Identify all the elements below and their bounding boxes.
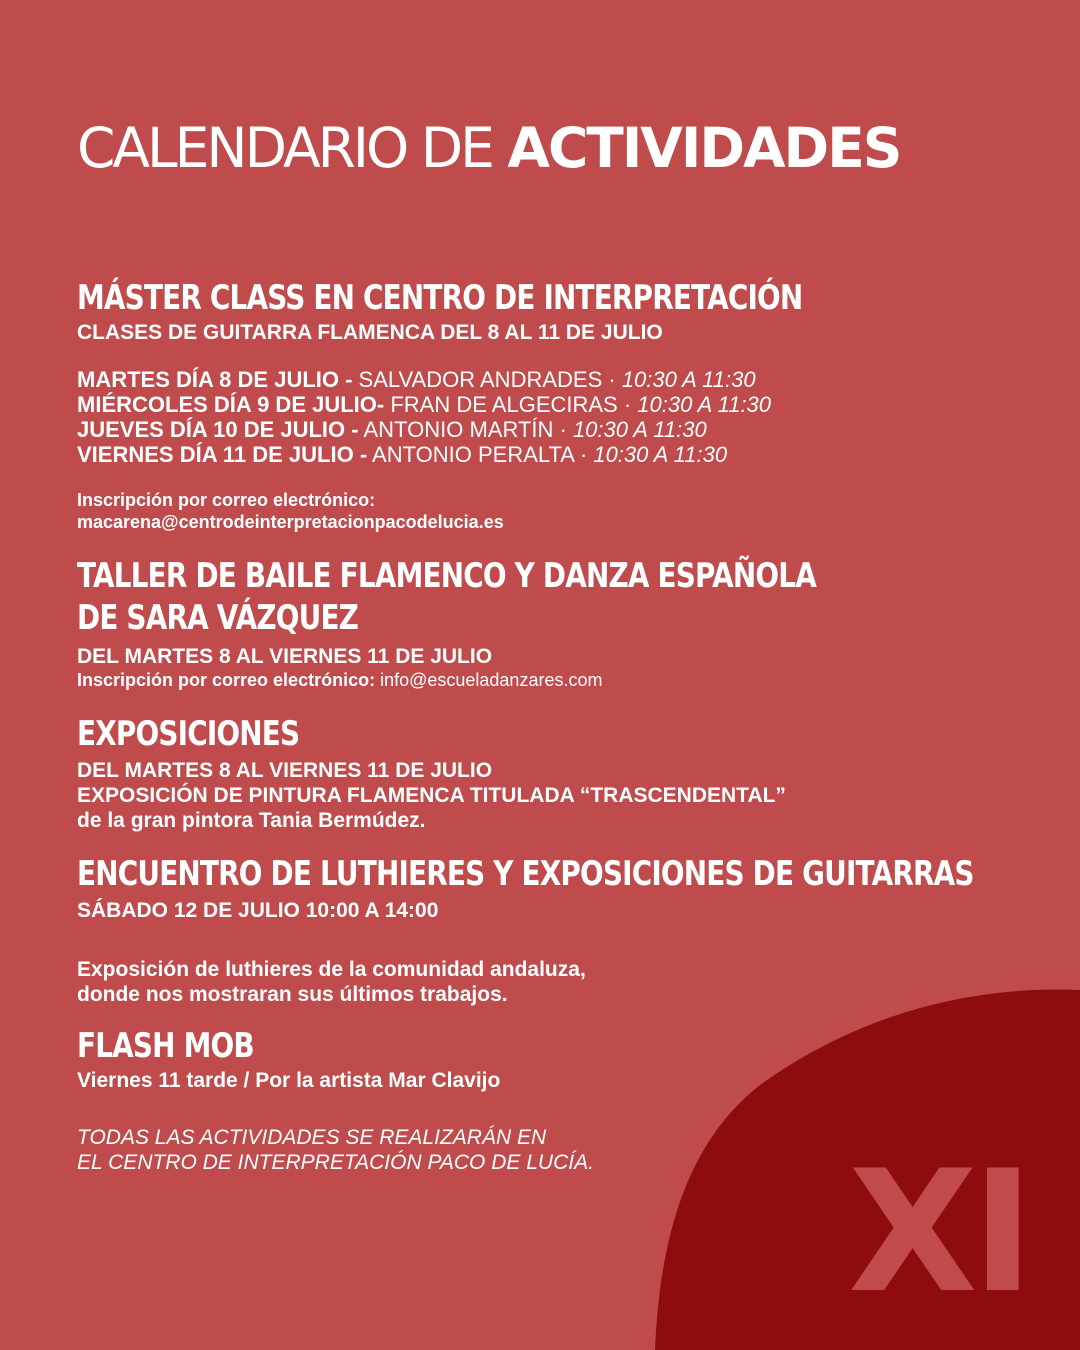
- exposiciones-line3: de la gran pintora Tania Bermúdez.: [77, 809, 426, 832]
- masterclass-schedule: [77, 367, 962, 467]
- flashmob-heading: FLASH MOB: [77, 1026, 254, 1066]
- exposiciones-dates: DEL MARTES 8 AL VIERNES 11 DE JULIO: [77, 759, 493, 782]
- taller-signup: Inscripción por correo electrónico: info@escueladanzares.com: [77, 670, 603, 690]
- flashmob-detail: Viernes 11 tarde / Por la artista Mar Clavijo: [77, 1069, 501, 1092]
- luthieres-heading: ENCUENTRO DE LUTHIERES Y EXPOSICIONES DE GUITARRAS: [77, 854, 974, 894]
- footer-note-line1: TODAS LAS ACTIVIDADES SE REALIZARÁN EN: [77, 1126, 547, 1149]
- taller-heading-line2: DE SARA VÁZQUEZ: [77, 598, 359, 638]
- taller-section: [77, 558, 978, 691]
- luthieres-desc-line2: donde nos mostraran sus últimos trabajos.: [77, 983, 508, 1006]
- exposiciones-section: [77, 716, 786, 833]
- masterclass-signup-email[interactable]: macarena@centrodeinterpretacionpacodelucia.es: [77, 512, 504, 532]
- exposiciones-heading: EXPOSICIONES: [77, 714, 300, 754]
- taller-dates: DEL MARTES 8 AL VIERNES 11 DE JULIO: [77, 645, 493, 668]
- taller-heading-line1: TALLER DE BAILE FLAMENCO Y DANZA ESPAÑOLA: [77, 556, 816, 596]
- masterclass-signup-label: Inscripción por correo electrónico:: [77, 490, 376, 510]
- masterclass-subtitle: CLASES DE GUITARRA FLAMENCA DEL 8 AL 11 DE JULIO: [77, 321, 663, 344]
- schedule-row: MARTES DÍA 8 DE JULIO - SALVADOR ANDRADES · 10:30 A 11:30: [77, 367, 756, 392]
- taller-signup-email[interactable]: info@escueladanzares.com: [375, 670, 603, 690]
- luthieres-date: SÁBADO 12 DE JULIO 10:00 A 14:00: [77, 899, 439, 922]
- footer-note: [77, 1125, 594, 1175]
- exposiciones-line2: EXPOSICIÓN DE PINTURA FLAMENCA TITULADA “TRASCENDENTAL”: [77, 784, 786, 807]
- schedule-row: JUEVES DÍA 10 DE JULIO - ANTONIO MARTÍN · 10:30 A 11:30: [77, 417, 707, 442]
- schedule-row: VIERNES DÍA 11 DE JULIO - ANTONIO PERALTA · 10:30 A 11:30: [77, 442, 728, 467]
- title-light: CALENDARIO DE: [77, 116, 492, 180]
- schedule-row: MIÉRCOLES DÍA 9 DE JULIO- FRAN DE ALGECIRAS · 10:30 A 11:30: [77, 392, 772, 417]
- page-title: [77, 116, 900, 180]
- luthieres-section: [77, 856, 1080, 1007]
- luthieres-desc-line1: Exposición de luthieres de la comunidad andaluza,: [77, 958, 586, 981]
- masterclass-heading: MÁSTER CLASS EN CENTRO DE INTERPRETACIÓN: [77, 278, 803, 318]
- title-bold: ACTIVIDADES: [507, 116, 901, 180]
- flashmob-section: [77, 1028, 500, 1093]
- masterclass-section: [77, 280, 962, 533]
- edition-numeral: XI: [848, 1134, 1029, 1330]
- footer-note-line2: EL CENTRO DE INTERPRETACIÓN PACO DE LUCÍA.: [77, 1151, 594, 1174]
